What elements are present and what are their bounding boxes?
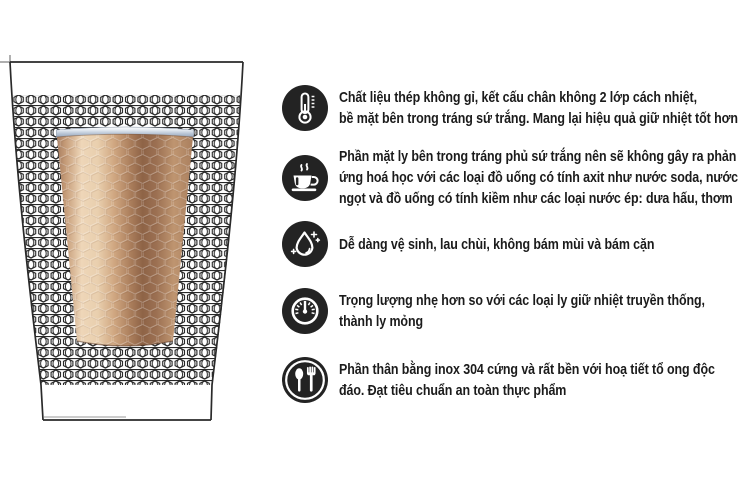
feature-insulation [282, 85, 750, 131]
feature-line: Phần thân bằng inox 304 cứng và rất bền với hoạ tiết tổ ong độc [339, 361, 715, 378]
feature-food-safe-text [339, 359, 715, 401]
feature-line: thành ly mỏng [339, 313, 423, 330]
feature-easy-clean-text [339, 234, 654, 255]
gauge-icon [282, 288, 328, 334]
copper-tumbler [57, 127, 194, 346]
feature-line: đáo. Đạt tiêu chuẩn an toàn thực phẩm [339, 382, 567, 399]
feature-line: Dễ dàng vệ sinh, lau chùi, không bám mùi và bám cặn [339, 235, 655, 253]
water-drop-icon [282, 221, 328, 267]
feature-ceramic-coating-text [339, 146, 738, 209]
feature-insulation-text [339, 87, 738, 129]
product-illustration [0, 50, 260, 440]
feature-line: ngọt và đồ uống có tính kiềm như các loại nước ép: dưa hấu, thơm [339, 190, 733, 207]
feature-line: Chất liệu thép không gỉ, kết cấu chân không 2 lớp cách nhiệt, [339, 89, 697, 106]
feature-ceramic-coating [282, 146, 750, 209]
coffee-cup-icon [282, 155, 328, 201]
feature-light-weight-text [339, 290, 705, 332]
feature-food-safe [282, 357, 750, 403]
thermometer-icon [282, 85, 328, 131]
feature-line: bề mặt bên trong tráng sứ trắng. Mang lại hiệu quả giữ nhiệt tốt hơn [339, 110, 738, 127]
feature-line: Phần mặt ly bên trong tráng phủ sứ trắng nên sẽ không gây ra phản [339, 148, 737, 165]
feature-light-weight [282, 288, 750, 334]
feature-list [282, 0, 750, 500]
cutlery-icon [282, 357, 328, 403]
feature-line: ứng hoá học với các loại đồ uống có tính axit như nước soda, nước [339, 169, 738, 186]
feature-line: Trọng lượng nhẹ hơn so với các loại ly giữ nhiệt truyền thống, [339, 292, 705, 309]
feature-easy-clean [282, 221, 719, 267]
